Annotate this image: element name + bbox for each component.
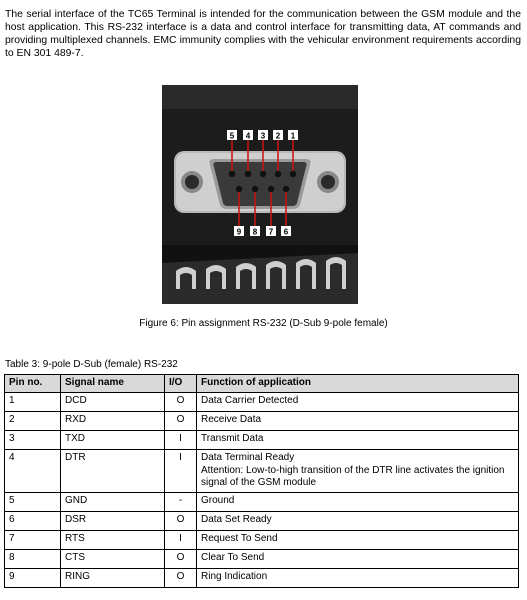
function-note: Attention: Low-to-high transition of the DTR line activates the ignition signal of the GSM module (201, 464, 505, 488)
pin-number: 2 (5, 412, 61, 431)
header-pin-no: Pin no. (5, 375, 61, 393)
function-cell (197, 492, 519, 511)
pin-number: 7 (5, 530, 61, 549)
function-cell (197, 393, 519, 412)
signal-name: DCD (61, 393, 165, 412)
function-text: Data Terminal Ready (201, 452, 295, 463)
function-cell (197, 431, 519, 450)
io-direction: I (165, 530, 197, 549)
function-cell (197, 412, 519, 431)
pin-label-top: 5 (229, 131, 235, 141)
connector-photo (162, 85, 358, 304)
table-row (5, 450, 519, 493)
table-header-row (5, 375, 519, 393)
function-cell (197, 450, 519, 493)
pin-label-top: 1 (290, 131, 296, 141)
function-text: Transmit Data (201, 433, 264, 444)
pin-label-bottom: 6 (283, 227, 289, 237)
signal-name: RING (61, 568, 165, 587)
pin-label-bottom: 9 (236, 227, 242, 237)
pin-assignment-table (4, 374, 519, 588)
table-row (5, 530, 519, 549)
signal-name: CTS (61, 549, 165, 568)
pin-number: 4 (5, 450, 61, 493)
pin-number: 9 (5, 568, 61, 587)
pin-label-top: 3 (260, 131, 266, 141)
table-row (5, 393, 519, 412)
pin-number: 1 (5, 393, 61, 412)
header-signal-name: Signal name (61, 375, 165, 393)
header-io: I/O (165, 375, 197, 393)
io-direction: O (165, 511, 197, 530)
signal-name: RTS (61, 530, 165, 549)
function-cell (197, 511, 519, 530)
function-text: Data Carrier Detected (201, 395, 299, 406)
pin-number: 3 (5, 431, 61, 450)
pin-label-top: 2 (275, 131, 281, 141)
left-screw-hole (185, 175, 199, 189)
function-cell (197, 568, 519, 587)
pin-label-top: 4 (245, 131, 251, 141)
table-row (5, 412, 519, 431)
table-row (5, 431, 519, 450)
pin-number: 6 (5, 511, 61, 530)
right-screw-hole (321, 175, 335, 189)
function-cell (197, 549, 519, 568)
table-row (5, 549, 519, 568)
table-row (5, 511, 519, 530)
pin-label-bottom: 7 (268, 227, 274, 237)
function-text: Request To Send (201, 532, 278, 544)
figure-caption: Figure 6: Pin assignment RS-232 (D-Sub 9-pole female) (139, 318, 388, 329)
io-direction: - (165, 492, 197, 511)
io-direction: I (165, 431, 197, 450)
signal-name: GND (61, 492, 165, 511)
pin-number: 8 (5, 549, 61, 568)
io-direction: O (165, 568, 197, 587)
table-row (5, 568, 519, 587)
signal-name: TXD (61, 431, 165, 450)
function-text: Ring Indication (201, 570, 268, 582)
intro-paragraph: The serial interface of the TC65 Terminal is intended for the communication between the GSM module and the host application. This RS-232 interface is a data and control interface for transmitting data, AT commands and providing multiplexed channels. EMC immunity complies with the vehicular environment requirements according to EN 301 489-7. (5, 9, 521, 59)
function-cell (197, 530, 519, 549)
function-text: Receive Data (201, 414, 262, 425)
table-row (5, 492, 519, 511)
signal-name: RXD (61, 412, 165, 431)
signal-name: DTR (61, 450, 165, 493)
function-text: Ground (201, 494, 235, 506)
function-text: Clear To Send (201, 551, 265, 563)
io-direction: O (165, 412, 197, 431)
io-direction: O (165, 549, 197, 568)
header-function: Function of application (197, 375, 519, 393)
pin-label-bottom: 8 (252, 227, 258, 237)
io-direction: I (165, 450, 197, 493)
signal-name: DSR (61, 511, 165, 530)
dsub-connector-illustration (162, 85, 358, 304)
pin-number: 5 (5, 492, 61, 511)
io-direction: O (165, 393, 197, 412)
function-text: Data Set Ready (201, 513, 272, 525)
table-title: Table 3: 9-pole D-Sub (female) RS-232 (5, 359, 178, 370)
